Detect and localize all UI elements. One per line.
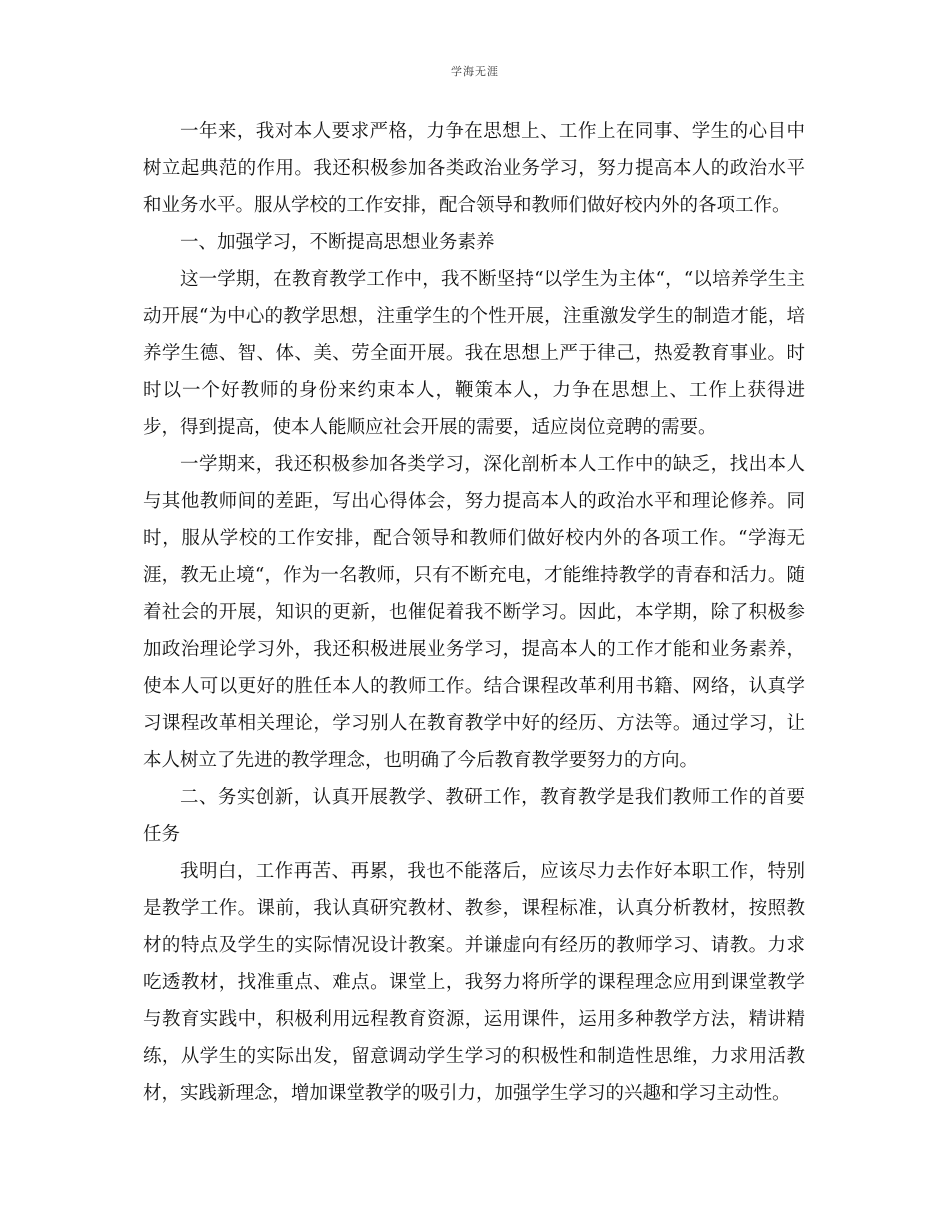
paragraph-teaching-work: 我明白，工作再苦、再累，我也不能落后，应该尽力去作好本职工作，特别是教学工作。课前，我认真研究教材、教参，课程标准，认真分析教材，按照教材的特点及学生的实际情况设计教案。并谦虚向有经历的教师学习、请教。力求吃透教材，找准重点、难点。课堂上，我努力将所学的课程理念应用到课堂教学与教育实践中，积极利用远程教育资源，运用课件，运用多种教学方法，精讲精练，从学生的实际出发，留意调动学生学习的积极性和制造性思维，力求用活教材，实践新理念，增加课堂教学的吸引力，加强学生学习的兴趣和学习主动性。 — [143, 861, 805, 1104]
page-header: 学海无涯 — [451, 65, 499, 78]
section-heading-2: 二、务实创新，认真开展教学、教研工作，教育教学是我们教师工作的首要任务 — [143, 787, 805, 845]
section-heading-1: 一、加强学习，不断提高思想业务素养 — [180, 232, 495, 253]
document-body — [143, 113, 805, 1112]
paragraph-intro: 一年来，我对本人要求严格，力争在思想上、工作上在同事、学生的心目中树立起典范的作用。我还积极参加各类政治业务学习，努力提高本人的政治水平和业务水平。服从学校的工作安排，配合领导和教师们做好校内外的各项工作。 — [143, 121, 805, 216]
paragraph-study-philosophy: 这一学期，在教育教学工作中，我不断坚持“以学生为主体“，“以培养学生主动开展“为中心的教学思想，注重学生的个性开展，注重激发学生的制造才能，培养学生德、智、体、美、劳全面开展。我在思想上严于律己，热爱教育事业。时时以一个好教师的身份来约束本人，鞭策本人，力争在思想上、工作上获得进步，得到提高，使本人能顺应社会开展的需要，适应岗位竞聘的需要。 — [143, 269, 805, 438]
paragraph-study-practice: 一学期来，我还积极参加各类学习，深化剖析本人工作中的缺乏，找出本人与其他教师间的差距，写出心得体会，努力提高本人的政治水平和理论修养。同时，服从学校的工作安排，配合领导和教师们做好校内外的各项工作。“学海无涯，教无止境“，作为一名教师，只有不断充电，才能维持教学的青春和活力。随着社会的开展，知识的更新，也催促着我不断学习。因此，本学期，除了积极参加政治理论学习外，我还积极进展业务学习，提高本人的工作才能和业务素养，使本人可以更好的胜任本人的教师工作。结合课程改革利用书籍、网络，认真学习课程改革相关理论，学习别人在教育教学中好的经历、方法等。通过学习，让本人树立了先进的教学理念，也明确了今后教育教学要努力的方向。 — [143, 454, 805, 771]
